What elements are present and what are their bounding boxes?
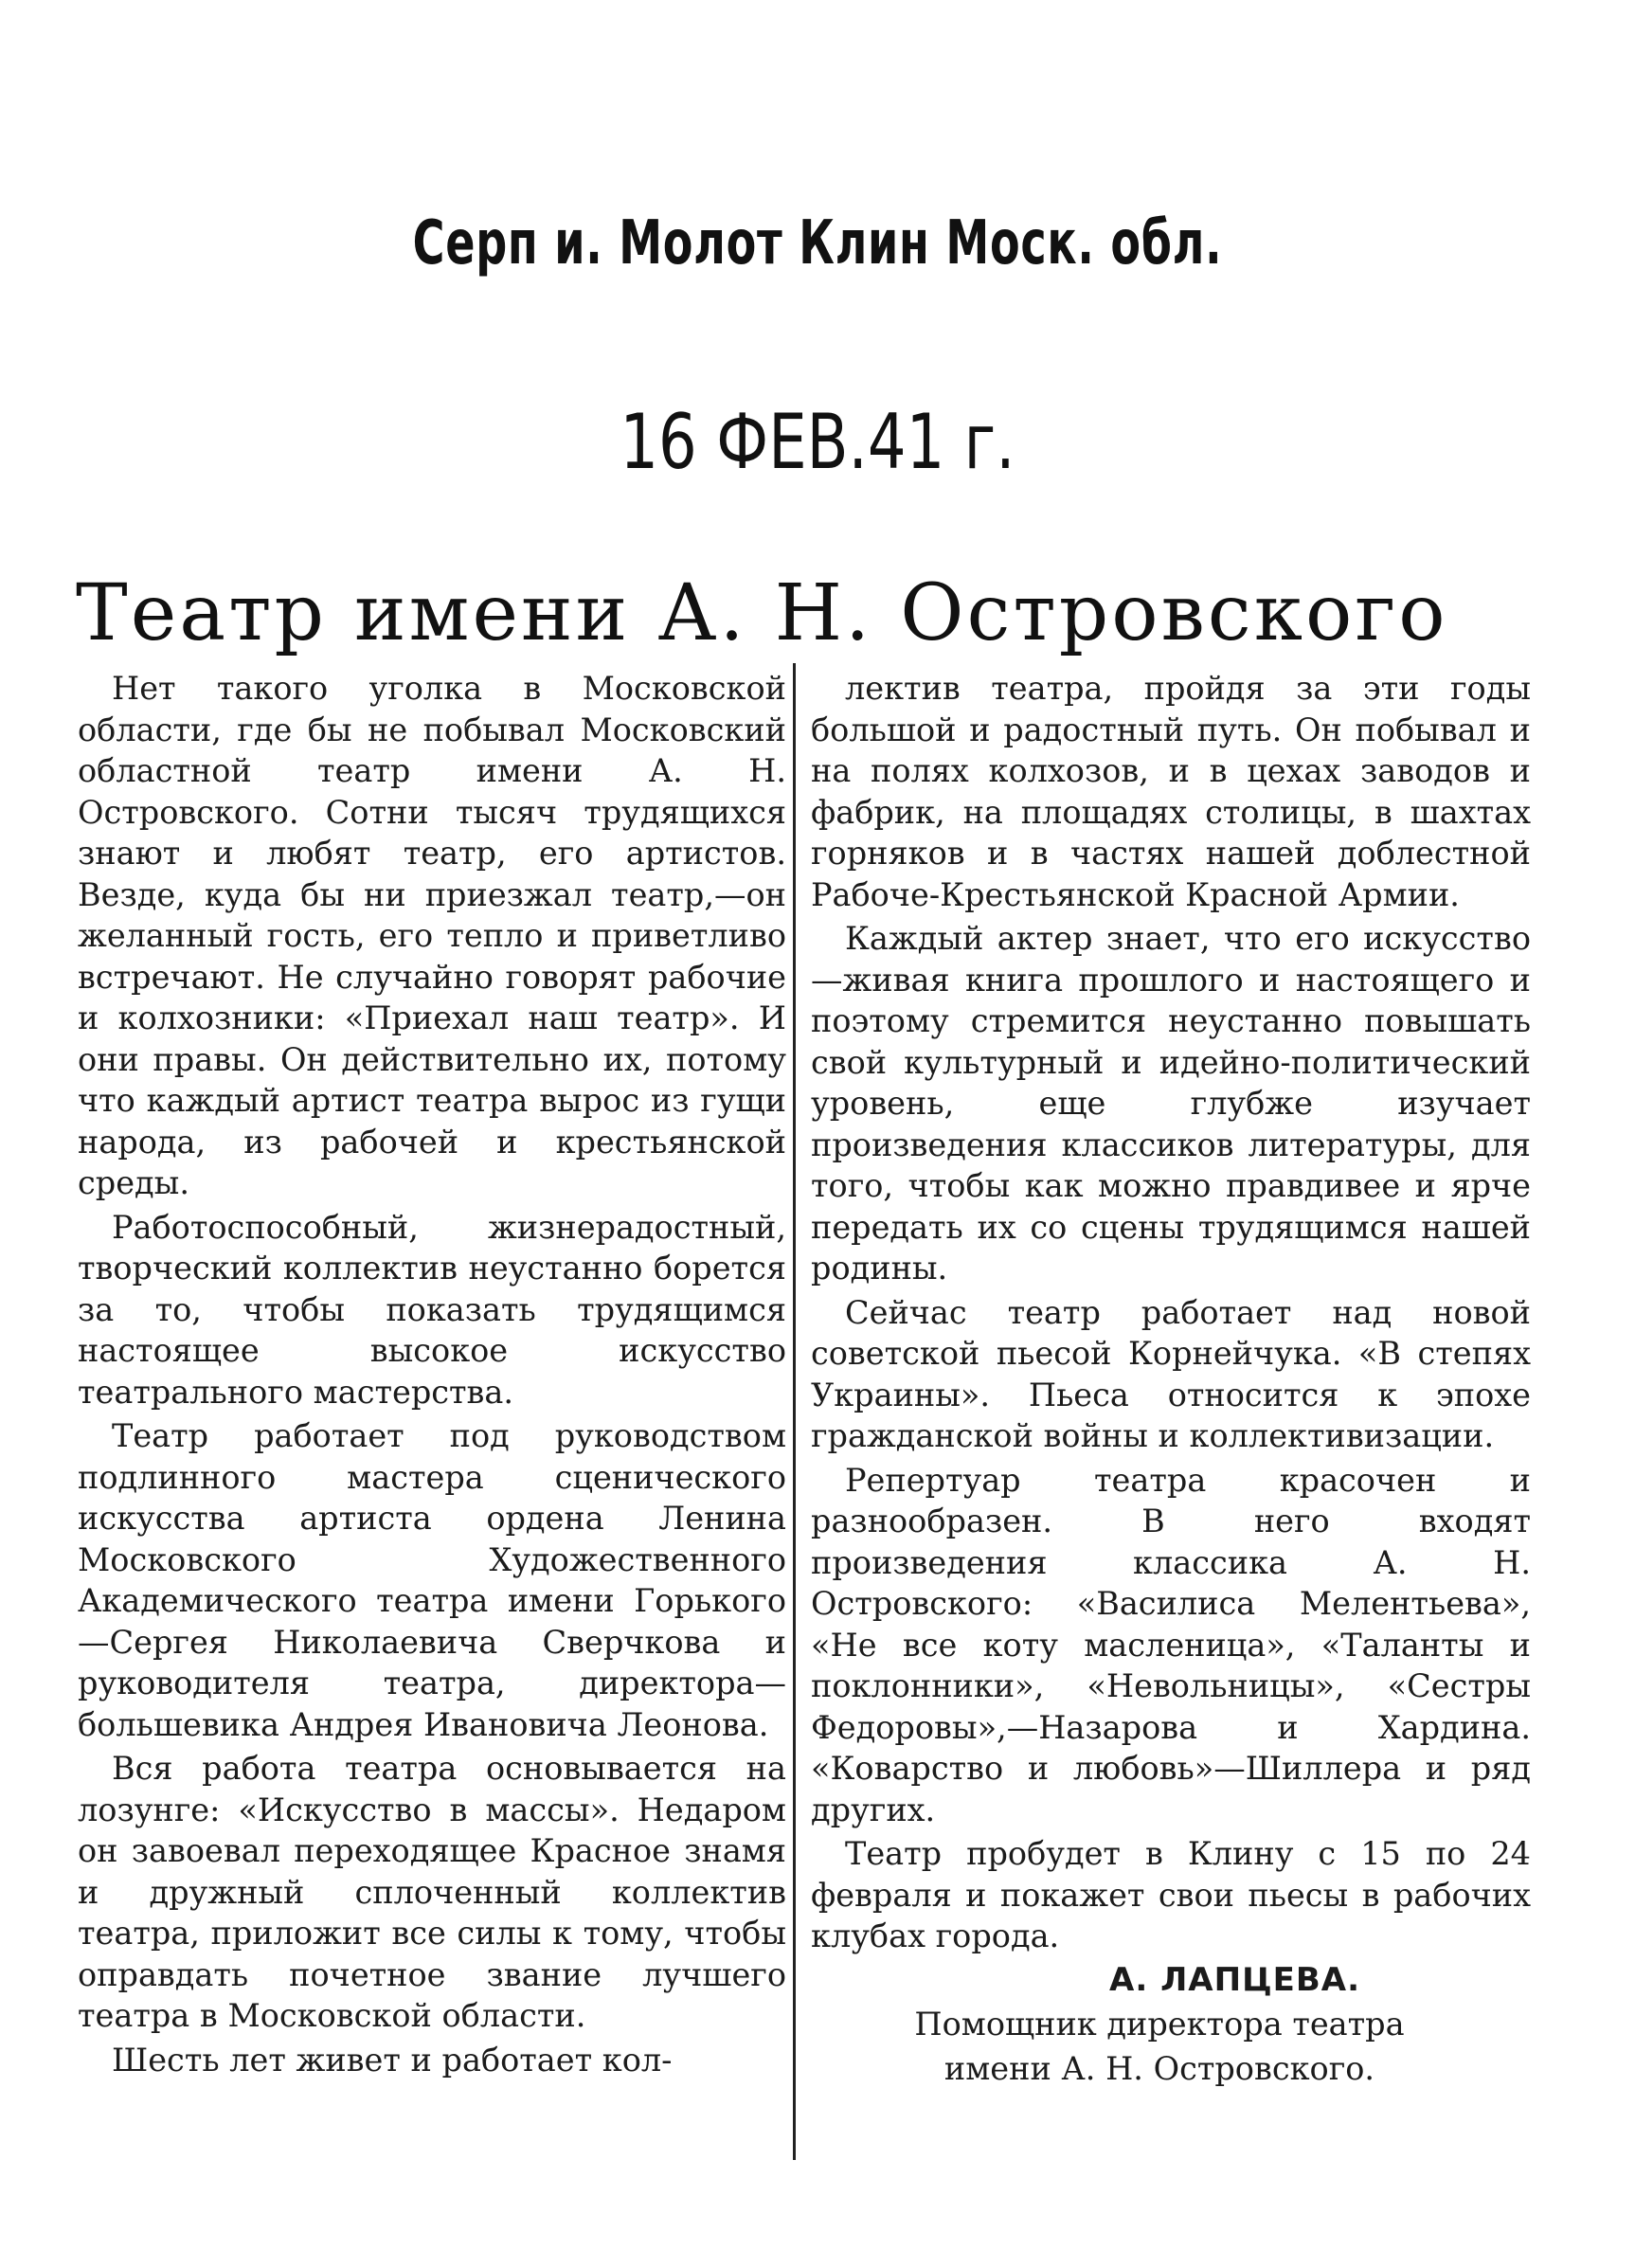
paragraph: лектив театра, пройдя за эти годы большой и радостный путь. Он побывал и на полях колхозов, и в цехах заводов и фабрик, на площадях столицы, в шахтах горняков и в частях нашей доблестной Рабоче-Крестьянской Красной Армии. — [811, 670, 1531, 913]
paragraph: Каждый актер знает, что его искусство—живая книга прошлого и настоящего и поэтому стремится неустанно повышать свой культурный и идейно-политический уровень, еще глубже изучает произведения классиков литературы, для того, чтобы как можно правдивее и ярче передать их со сцены трудящимся нашей родины. — [811, 920, 1531, 1287]
paragraph: Вся работа театра основывается на лозунге: «Искусство в массы». Недаром он завоевал переходящее Красное знамя и дружный сплоченный коллектив театра, приложит все силы к тому, чтобы оправдать почетное звание лучшего театра в Московской области. — [78, 1750, 786, 2034]
author-position-line: Помощник директора театра — [914, 2006, 1405, 2043]
paragraph: Сейчас театр работает над новой советской пьесой Корнейчука. «В степях Украины». Пьеса относится к эпохе гражданской войны и коллективизации. — [811, 1293, 1531, 1454]
paragraph: Репертуар театра красочен и разнообразен. В него входят произведения классика А. Н. Островского: «Василиса Мелентьева», «Не все коту масленица», «Таланты и поклонники», «Невольницы», «Сестры Федоровы»,—Назарова и Хардина. «Коварство и любовь»—Шиллера и ряд других. — [811, 1461, 1531, 1828]
paragraph: Нет такого уголка в Московской области, где бы не побывал Московский областной театр имени А. Н. Островского. Сотни тысяч трудящихся знают и любят театр, его артистов. Везде, куда бы ни приезжал театр,—он желанный гость, его тепло и приветливо встречают. Не случайно говорят рабочие и колхозники: «Приехал наш театр». И они правы. Он действительно их, потому что каждый артист театра вырос из гущи народа, из рабочей и крестьянской среды. — [78, 670, 786, 1201]
paragraph: Театр пробудет в Клину с 15 по 24 февраля и покажет свои пьесы в рабочих клубах города. — [811, 1835, 1531, 1954]
article-left-column — [78, 668, 786, 2083]
paragraph: Работоспособный, жизнерадостный, творческий коллектив неустанно борется за то, чтобы показать трудящимся настоящее высокое искусство театрального мастерства. — [78, 1208, 786, 1411]
column-divider — [793, 663, 796, 2160]
stamp-source-label: Серп и. Молот Клин Моск. обл. — [412, 208, 1223, 279]
author-signature: А. ЛАПЦЕВА. — [1109, 1960, 1360, 1999]
article-headline: Театр имени А. Н. Островского — [76, 568, 1448, 658]
author-position-line: имени А. Н. Островского. — [943, 2049, 1375, 2087]
article-right-column — [811, 668, 1531, 2092]
paragraph: Театр работает под руководством подлинного мастера сценического искусства артиста ордена Ленина Московского Художественного Академического театра имени Горького—Сергея Николаевича Сверчкова и руководителя театра, директора—большевика Андрея Ивановича Леонова. — [78, 1417, 786, 1743]
paragraph: Шесть лет живет и работает кол- — [112, 2041, 673, 2079]
stamp-date: 16 ФЕВ.41 г. — [620, 398, 1015, 486]
